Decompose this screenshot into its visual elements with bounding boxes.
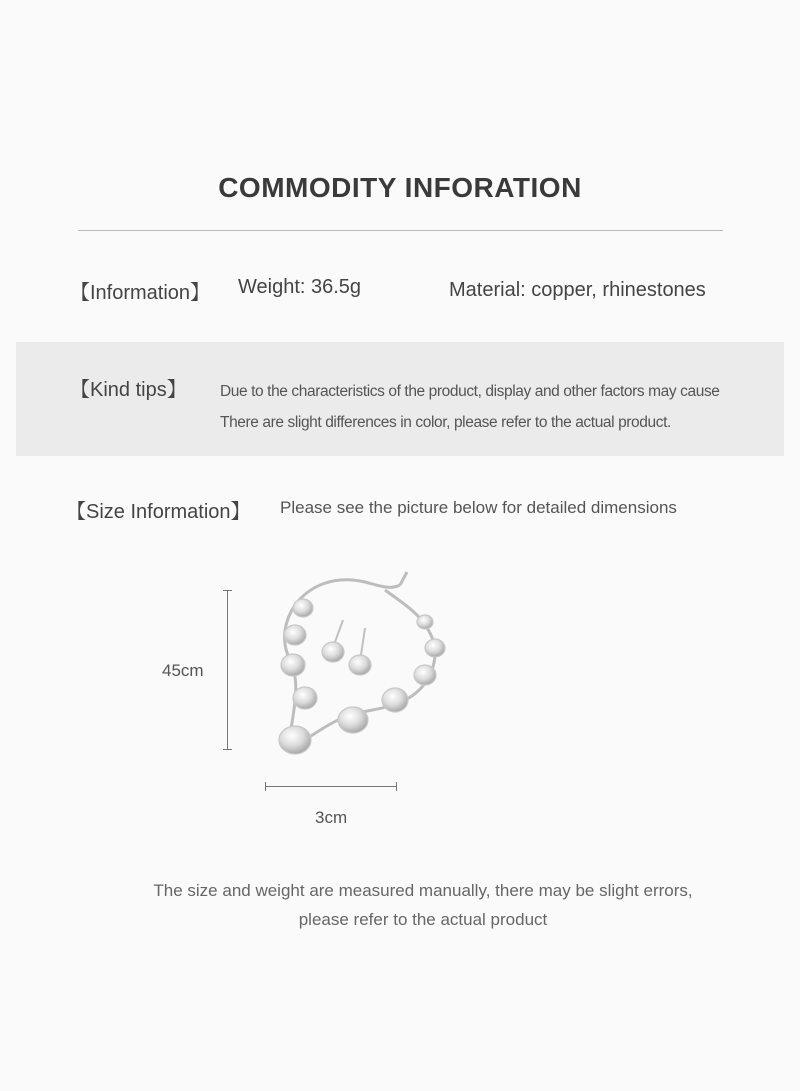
kind-tips-line-2: There are slight differences in color, please refer to the actual product. — [220, 414, 671, 431]
length-dimension-cap-bottom — [223, 749, 232, 750]
width-label: 3cm — [315, 808, 348, 827]
kind-tips-line-1: Due to the characteristics of the product, display and other factors may cause — [220, 383, 720, 400]
footer-note — [0, 876, 800, 934]
length-dimension-line — [227, 590, 228, 750]
weight-value: Weight: 36.5g — [238, 276, 362, 298]
material-value: Material: copper, rhinestones — [449, 279, 706, 301]
width-dimension-cap-left — [265, 782, 266, 791]
kind-tips-label: 【Kind tips】 — [70, 379, 187, 401]
footer-line-1: The size and weight are measured manually, there may be slight errors, — [153, 881, 693, 900]
kind-tips-band — [16, 342, 784, 456]
product-dimension-figure — [150, 560, 470, 840]
information-row — [0, 276, 800, 306]
information-label: 【Information】 — [70, 282, 211, 304]
title-divider — [78, 230, 723, 231]
size-information-label: 【Size Information】 — [66, 501, 251, 523]
length-dimension-cap-top — [223, 590, 232, 591]
footer-line-2: please refer to the actual product — [298, 910, 548, 929]
kind-tips-text — [220, 376, 720, 438]
size-information-note: Please see the picture below for detailed dimensions — [280, 498, 677, 517]
page-title: COMMODITY INFORATION — [218, 172, 582, 203]
width-dimension-cap-right — [396, 782, 397, 791]
necklace-earrings-image — [265, 560, 475, 775]
width-dimension-line — [265, 786, 397, 787]
length-label: 45cm — [162, 661, 204, 680]
